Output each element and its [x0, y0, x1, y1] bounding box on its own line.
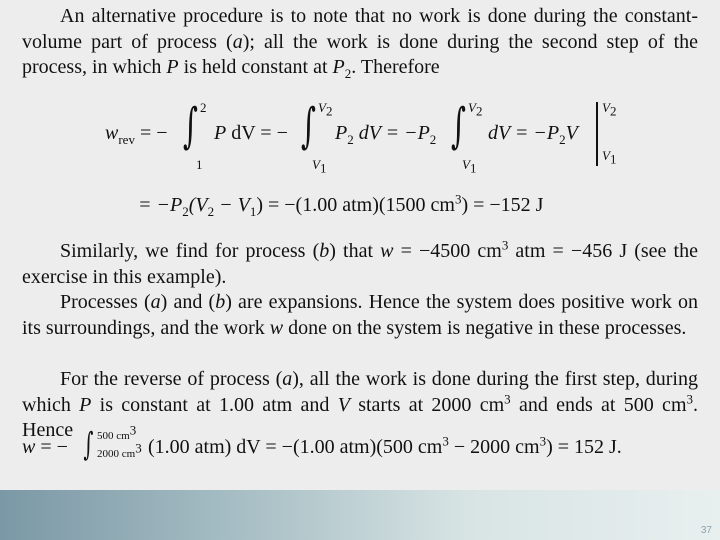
- paragraph-alternative-procedure: An alternative procedure is to note that no work is done during the constant-volume part of process (a); all the work is done during the second step of the process, in which P is held constant at $P_2$. Therefore: [22, 5, 698, 81]
- integral-sign: ∫: [183, 98, 199, 154]
- paragraph-process-b: Similarly, we find for process (b) that w = −4500 $cm^3$ atm = −456 J (see the exercise in this example).: [22, 237, 698, 288]
- integral-sign: ∫: [451, 98, 467, 154]
- paragraph-reverse-process: For the reverse of process (a), all the work is done during the first step, during which P is constant at 1.00 atm and V starts at 2000 $cm^3$ and ends at 500 $cm^3$. Hence: [22, 368, 698, 441]
- evaluation-bar: [596, 102, 598, 166]
- page-number: 37: [700, 525, 712, 536]
- slide-footer-gradient: [0, 490, 720, 540]
- equation-work-result: = $-P_2(V_2 - V_1) = -(1.00$ atm)(1500 $cm^3) = -152$ J: [138, 191, 544, 219]
- integral-sign: ∫: [83, 425, 94, 463]
- paragraph-expansions: Processes (a) and (b) are expansions. Hence the system does positive work on its surroundings, and the work w done on the system is negative in these processes.: [22, 291, 698, 339]
- integral-sign: ∫: [301, 98, 317, 154]
- document-page: An alternative procedure is to note that no work is done during the constant-volume part of process (a); all the work is done during the second step of the process, in which P is held constant at $P_2$. Therefore $w_{rev}$ = − ∫ 2 1 P dV = − ∫ $V_2$ $V_1$ $P_2$ dV = $-P_2$ ∫ $V_2$ $V_1$ dV = $-P_2V$ $V_2$ $V_1$ = $-P_2(V_2 - V_1) = -(1.00$ atm)(1500 $cm^3) = -152$ J Similarly, we find for process (b) that w = −4500 $cm^3$ atm = −456 J (see the exercise in this example). Processes (a) and (b) are expansions. Hence the system does positive work on its surroundings, and the work w done on the system is negative in these processes. For the reverse of process (a), all the work is done during the first step, during which P is constant at 1.00 atm and V starts at 2000 $cm^3$ and ends at 500 $cm^3$. Hence w = − ∫ 500 $cm^3$ 2000 $cm^3$ (1.00 atm) dV = −(1.00 atm)(500 $cm^3 - 2000$ $cm^3) = 152$ J.: [0, 0, 720, 490]
